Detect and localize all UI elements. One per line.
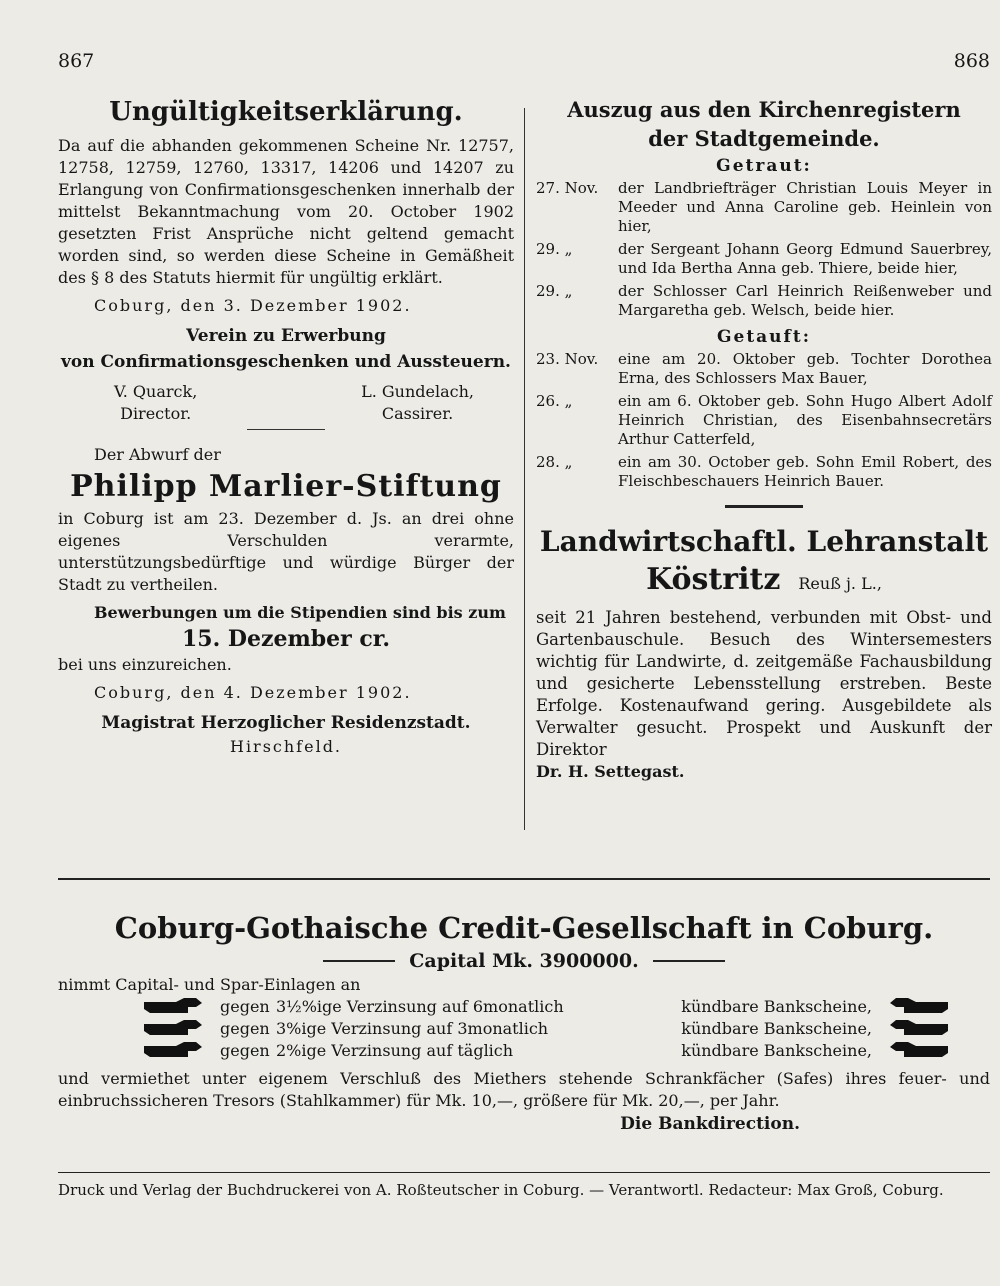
register-date: 29. „ xyxy=(536,282,573,300)
rate-term: 3%ige Verzinsung auf 3monatlich xyxy=(276,1019,549,1038)
getraut-heading: Getraut: xyxy=(716,156,812,176)
table-row xyxy=(58,1018,990,1040)
signature-director-name: V. Quarck, xyxy=(114,382,198,401)
left-column xyxy=(58,95,514,758)
bank-body: und vermiethet unter eigenem Verschluß des Miethers stehende Schrankfächer (Safes) ihres feuer- und einbruchssicheren Tresors (Stahlkammer) für Mk. 10,—, größere für Mk. 20,—, per Jahr. xyxy=(58,1069,990,1110)
right-column xyxy=(536,95,992,783)
ungueltig-body: Da auf die abhanden gekommenen Scheine Nr. 12757, 12758, 12759, 12760, 13317, 14206 und 14207 zu Erlangung von Confirmationsgeschenken innerhalb der mittelst Bekanntmachung vom 20. October 1902 gesetzten Frist Ansprüche nicht geltend gemacht worden sind, so werden diese Scheine in Gemäßheit des § 8 des Statuts hiermit für ungültig erklärt. xyxy=(58,136,514,287)
ungueltig-title: Ungültigkeitserklärung. xyxy=(109,97,463,127)
lehranstalt-place: Köstritz xyxy=(646,562,781,597)
pointing-hand-left-icon xyxy=(890,1041,948,1061)
signature-director xyxy=(114,381,197,425)
marlier-signer: Hirschfeld. xyxy=(229,737,343,756)
page-number-left: 867 xyxy=(58,50,95,72)
table-row xyxy=(58,996,990,1018)
rate-term: 3½%ige Verzinsung auf 6monatlich xyxy=(276,997,564,1016)
lehranstalt-place-row xyxy=(536,562,992,597)
bank-title: Coburg-Gothaische Credit-Gesellschaft in Coburg. xyxy=(114,911,934,945)
ungueltig-org-line1: Verein zu Erwerbung xyxy=(186,326,386,346)
register-text: ein am 30. October geb. Sohn Emil Robert, des Fleischbeschauers Heinrich Bauer. xyxy=(618,453,992,490)
rate-prefix: gegen xyxy=(220,1019,270,1038)
signature-director-role: Director. xyxy=(120,404,192,423)
list-item xyxy=(536,350,992,388)
rate-prefix: gegen xyxy=(220,1041,270,1060)
lehranstalt-region: Reuß j. L., xyxy=(798,574,882,593)
page-number-right: 868 xyxy=(953,50,990,72)
ungueltig-signatures xyxy=(58,381,514,425)
register-text: der Schlosser Carl Heinrich Reißenweber und Margaretha geb. Welsch, beide hier. xyxy=(618,282,992,319)
pointing-hand-left-icon xyxy=(890,997,948,1017)
kirchen-title-line1: Auszug aus den Kirchenregistern xyxy=(567,97,961,122)
bank-capital-row xyxy=(58,948,990,974)
footer-imprint: Druck und Verlag der Buchdruckerei von A. Roßteutscher in Coburg. — Verantwortl. Redacteur: Max Groß, Coburg. xyxy=(58,1181,944,1199)
marlier-einreichen: bei uns einzureichen. xyxy=(58,655,232,674)
getauft-heading: Getauft: xyxy=(716,327,811,347)
marlier-deadline: 15. Dezember cr. xyxy=(181,626,391,652)
rate-instrument: kündbare Bankscheine, xyxy=(681,1019,872,1038)
signature-cassirer xyxy=(361,381,474,425)
register-text: eine am 20. Oktober geb. Tochter Dorothea Erna, des Schlossers Max Bauer, xyxy=(618,350,992,387)
kirchen-title-line2: der Stadtgemeinde. xyxy=(648,126,880,151)
full-width-rule xyxy=(58,878,990,880)
pointing-hand-right-icon xyxy=(144,1041,202,1061)
marlier-place-date: Coburg, den 4. Dezember 1902. xyxy=(94,683,412,702)
marlier-bewerbung: Bewerbungen um die Stipendien sind bis zum xyxy=(94,603,506,622)
bank-advertisement xyxy=(58,908,990,1136)
capital-dash-left xyxy=(323,960,395,962)
pointing-hand-right-icon xyxy=(144,1019,202,1039)
bank-capital: Capital Mk. 3900000. xyxy=(409,950,639,972)
bank-intro: nimmt Capital- und Spar-Einlagen an xyxy=(58,975,361,994)
ungueltig-org-line2: von Confirmationsgeschenken und Aussteuern. xyxy=(61,352,511,372)
table-row xyxy=(58,1040,990,1062)
marlier-body: in Coburg ist am 23. Dezember d. Js. an drei ohne eigenes Verschulden verarmte, unterstützungsbedürftige und würdige Bürger der Stadt zu vertheilen. xyxy=(58,509,514,594)
section-rule xyxy=(725,505,803,508)
rate-prefix: gegen xyxy=(220,997,270,1016)
column-divider xyxy=(524,108,525,830)
ungueltig-place-date: Coburg, den 3. Dezember 1902. xyxy=(94,296,412,315)
list-item xyxy=(536,392,992,449)
pointing-hand-left-icon xyxy=(890,1019,948,1039)
register-text: ein am 6. Oktober geb. Sohn Hugo Albert Adolf Heinrich Christian, des Eisenbahnsecretärs Arthur Catterfeld, xyxy=(618,392,992,448)
marlier-title: Philipp Marlier-Stiftung xyxy=(70,469,502,504)
lehranstalt-body: seit 21 Jahren bestehend, verbunden mit Obst- und Gartenbauschule. Besuch des Wintersemesters wichtig für Landwirte, d. zeitgemäße Fachausbildung und gesicherte Lebensstellung erstreben. Beste Erfolge. Kostenaufwand gering. Ausgebildete als Verwalter gesucht. Prospekt und Auskunft der Direktor xyxy=(536,608,992,759)
register-date: 26. „ xyxy=(536,392,573,410)
register-date: 29. „ xyxy=(536,240,573,258)
marlier-authority: Magistrat Herzoglicher Residenzstadt. xyxy=(101,713,471,733)
list-item xyxy=(536,240,992,278)
signature-cassirer-role: Cassirer. xyxy=(381,404,454,423)
rate-term: 2%ige Verzinsung auf täglich xyxy=(276,1041,514,1060)
register-date: 23. Nov. xyxy=(536,350,599,368)
capital-dash-right xyxy=(653,960,725,962)
pointing-hand-right-icon xyxy=(144,997,202,1017)
bank-signature: Die Bankdirection. xyxy=(620,1114,800,1134)
list-item xyxy=(536,453,992,491)
register-date: 27. Nov. xyxy=(536,179,599,197)
footer-rule xyxy=(58,1172,990,1173)
rate-instrument: kündbare Bankscheine, xyxy=(681,1041,872,1060)
list-item xyxy=(536,179,992,236)
list-item xyxy=(536,282,992,320)
lehranstalt-director: Dr. H. Settegast. xyxy=(536,762,685,781)
marlier-intro: Der Abwurf der xyxy=(94,445,221,464)
rate-instrument: kündbare Bankscheine, xyxy=(681,997,872,1016)
lehranstalt-title: Landwirtschaftl. Lehranstalt xyxy=(539,525,989,558)
register-date: 28. „ xyxy=(536,453,573,471)
register-text: der Sergeant Johann Georg Edmund Sauerbrey, und Ida Bertha Anna geb. Thiere, beide hier, xyxy=(618,240,992,277)
register-text: der Landbriefträger Christian Louis Meyer in Meeder und Anna Caroline geb. Heinlein von hier, xyxy=(618,179,992,235)
signature-cassirer-name: L. Gundelach, xyxy=(361,382,474,401)
